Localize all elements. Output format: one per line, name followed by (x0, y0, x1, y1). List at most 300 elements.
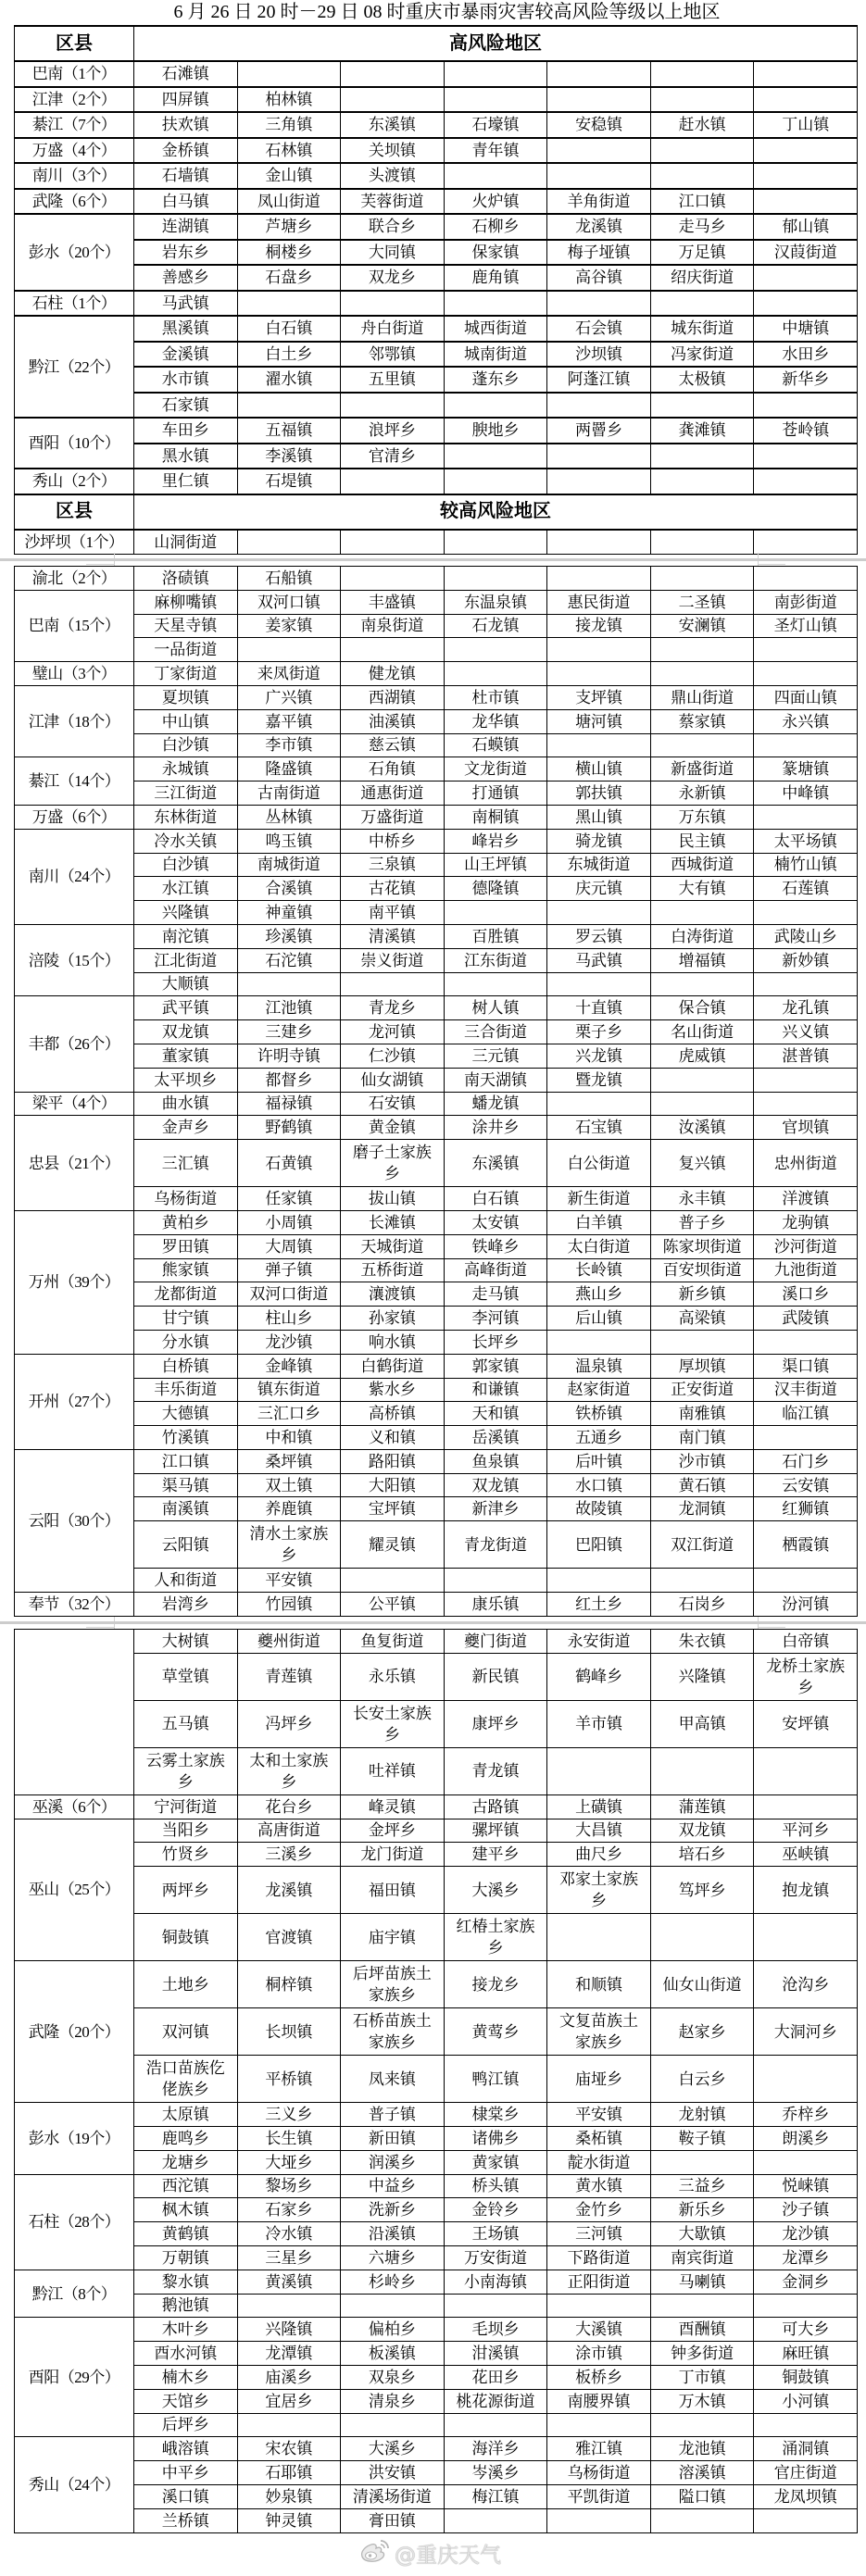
crop-mark (758, 553, 759, 558)
district-cell-text: 彭水（20个） (28, 243, 120, 261)
town-cell-text: 武平镇 (161, 999, 209, 1018)
empty-cell (341, 292, 444, 316)
town-cell-text: 龙塘乡 (161, 2153, 209, 2171)
town-cell-text: 正阳街道 (567, 2272, 631, 2291)
town-cell (754, 419, 857, 443)
town-cell (134, 1020, 237, 1044)
town-cell (238, 996, 341, 1019)
town-cell (134, 2151, 237, 2174)
town-cell (134, 877, 237, 900)
town-cell (651, 830, 754, 853)
town-cell (238, 1282, 341, 1306)
empty-cell (651, 1331, 754, 1354)
town-cell-text: 永安街道 (567, 1632, 631, 1650)
town-cell (651, 1259, 754, 1282)
town-cell (341, 996, 444, 1019)
empty-cell (547, 394, 650, 418)
district-cell-text: 彭水（19个） (28, 2129, 120, 2147)
empty-cell (754, 734, 857, 757)
town-cell (445, 734, 547, 757)
town-cell (547, 1282, 650, 1306)
district-cell-text: 綦江（14个） (28, 772, 120, 791)
town-cell (445, 1116, 547, 1139)
empty-cell (754, 531, 857, 555)
town-cell (238, 877, 341, 900)
town-cell (547, 1867, 650, 1913)
town-cell-text: 宋农镇 (265, 2440, 313, 2458)
town-cell-text: 南彭街道 (773, 593, 837, 611)
empty-cell (754, 1748, 857, 1794)
town-cell-text: 万木镇 (678, 2392, 726, 2410)
town-cell-text: 水口镇 (575, 1476, 623, 1494)
town-cell-text: 板桥乡 (575, 2368, 623, 2386)
town-cell (547, 2461, 650, 2484)
town-cell (134, 469, 237, 494)
town-cell-text: 暨龙镇 (575, 1070, 623, 1089)
town-cell-text: 龙华镇 (471, 712, 520, 731)
town-cell (651, 2461, 754, 2484)
empty-cell (754, 2509, 857, 2532)
district-cell-text: 涪陵（15个） (28, 951, 120, 969)
town-cell-text: 湛普镇 (782, 1046, 830, 1065)
town-cell-text: 合溪镇 (265, 880, 313, 898)
town-cell-text: 东溪镇 (368, 116, 416, 134)
town-cell (341, 1748, 444, 1794)
town-cell-text: 车田乡 (161, 421, 209, 440)
town-cell-text: 东城街道 (567, 856, 631, 874)
town-cell-text: 民主镇 (678, 832, 726, 850)
town-cell (341, 925, 444, 948)
town-cell (134, 1355, 237, 1378)
town-cell-text: 善感乡 (161, 269, 209, 287)
town-cell-text: 洪安镇 (368, 2464, 416, 2482)
town-cell-text: 石角镇 (368, 760, 416, 779)
town-cell (651, 2342, 754, 2365)
town-cell-text: 大溪镇 (575, 2320, 623, 2339)
town-cell (547, 1235, 650, 1258)
town-cell (651, 854, 754, 877)
town-cell-text: 南溪镇 (161, 1500, 209, 1519)
town-cell-text: 竹溪镇 (161, 1428, 209, 1446)
town-cell-text: 马武镇 (575, 951, 623, 969)
town-cell-text: 绍庆街道 (671, 269, 734, 287)
town-cell-text: 双河口街道 (249, 1285, 329, 1304)
town-cell-text: 红土乡 (575, 1594, 623, 1613)
risk-level-header-text: 较高风险地区 (439, 501, 551, 521)
town-cell-text: 高谷镇 (575, 269, 623, 287)
town-cell (238, 1402, 341, 1425)
town-cell-text: 黑山镇 (575, 807, 623, 826)
town-cell-text: 鱼泉镇 (471, 1452, 520, 1470)
town-cell-text: 妙泉镇 (265, 2487, 313, 2506)
town-cell (651, 1116, 754, 1139)
town-cell-text: 清泉乡 (368, 2392, 416, 2410)
town-cell (547, 1307, 650, 1330)
town-cell-text: 当阳乡 (161, 1821, 209, 1840)
town-cell (238, 2270, 341, 2294)
town-cell (445, 266, 547, 290)
town-cell-text: 白羊镇 (575, 1213, 623, 1232)
town-cell (238, 757, 341, 781)
town-cell-text: 水田乡 (782, 344, 830, 363)
town-cell-text: 吐祥镇 (368, 1762, 416, 1781)
town-cell (238, 469, 341, 494)
town-cell-text: 马喇镇 (678, 2272, 726, 2291)
page-break-divider (0, 558, 866, 561)
town-cell-text: 涂井乡 (471, 1119, 520, 1137)
town-cell-text: 头渡镇 (368, 167, 416, 185)
town-cell-text: 新盛街道 (671, 760, 734, 779)
town-cell (238, 1069, 341, 1092)
town-cell-text: 鱼复街道 (360, 1632, 424, 1650)
town-cell (341, 1819, 444, 1843)
empty-cell (754, 1426, 857, 1449)
town-cell (238, 854, 341, 877)
empty-cell (341, 88, 444, 112)
empty-cell (651, 901, 754, 924)
town-cell (238, 591, 341, 614)
empty-cell (547, 973, 650, 996)
town-cell-text: 乌杨街道 (567, 2464, 631, 2482)
town-cell-text: 桥头镇 (471, 2177, 520, 2195)
town-cell-text: 白云乡 (678, 2070, 726, 2088)
town-cell-text: 龙沙镇 (265, 1332, 313, 1351)
town-cell-text: 夔门街道 (463, 1632, 527, 1650)
town-cell-text: 南门镇 (678, 1428, 726, 1446)
town-cell-text: 巫峡镇 (782, 1845, 830, 1864)
town-cell (547, 266, 650, 290)
town-cell-text: 龙潭镇 (265, 2345, 313, 2363)
town-cell-text: 白沙镇 (161, 856, 209, 874)
town-cell (547, 1593, 650, 1616)
town-cell (547, 1116, 650, 1139)
town-cell (134, 806, 237, 829)
town-cell-text: 官坝镇 (782, 1119, 830, 1137)
town-cell-text: 清溪镇 (368, 927, 416, 945)
watermark (359, 2539, 501, 2567)
town-cell (547, 1474, 650, 1497)
town-cell-text: 清溪场街道 (352, 2487, 432, 2506)
town-cell-text: 赶水镇 (678, 116, 726, 134)
town-cell-text: 三义乡 (265, 2106, 313, 2124)
town-cell (754, 1521, 857, 1568)
town-cell-text: 花台乡 (265, 1797, 313, 1816)
town-cell-text: 太白街道 (567, 1237, 631, 1256)
empty-cell (754, 567, 857, 590)
district-cell (15, 531, 133, 555)
town-cell (754, 2270, 857, 2294)
town-cell-text: 红椿土家族乡 (456, 1918, 535, 1957)
town-cell-text: 新生街道 (567, 1190, 631, 1208)
town-cell (445, 241, 547, 265)
town-cell-text: 长安土家族乡 (352, 1704, 432, 1744)
town-cell-text: 走马乡 (678, 218, 726, 236)
town-cell (547, 1044, 650, 1068)
town-cell-text: 金坪乡 (368, 1821, 416, 1840)
town-cell-text: 黄石镇 (678, 1476, 726, 1494)
town-cell (134, 1211, 237, 1234)
empty-cell (754, 2295, 857, 2318)
town-cell-text: 江口镇 (161, 1452, 209, 1470)
town-cell (238, 1867, 341, 1913)
town-cell (341, 2366, 444, 2389)
town-cell-text: 两罾乡 (575, 421, 623, 440)
town-cell (341, 1914, 444, 1960)
empty-cell (445, 292, 547, 316)
town-cell (651, 686, 754, 709)
town-cell (445, 2103, 547, 2126)
town-cell-text: 中塘镇 (782, 319, 830, 338)
empty-cell (754, 2151, 857, 2174)
town-cell-text: 南腰界镇 (567, 2392, 631, 2410)
town-cell-text: 黎场乡 (265, 2177, 313, 2195)
town-cell (134, 419, 237, 443)
town-cell (341, 1282, 444, 1306)
weibo-logo-icon (359, 2538, 391, 2569)
town-cell-text: 毛坝乡 (471, 2320, 520, 2339)
town-cell (445, 1020, 547, 1044)
town-cell (754, 2222, 857, 2245)
town-cell (547, 854, 650, 877)
town-cell (341, 113, 444, 137)
town-cell (341, 241, 444, 265)
town-cell (238, 444, 341, 469)
town-cell (238, 215, 341, 239)
town-cell (754, 2390, 857, 2413)
town-cell (134, 531, 237, 555)
town-cell-text: 凤来镇 (368, 2070, 416, 2088)
town-cell-text: 冯家街道 (671, 344, 734, 363)
town-cell-text: 临江镇 (782, 1405, 830, 1423)
town-cell (134, 215, 237, 239)
town-cell (445, 1701, 547, 1747)
town-cell (651, 1235, 754, 1258)
town-cell-text: 鹿角镇 (471, 269, 520, 287)
empty-cell (341, 2295, 444, 2318)
town-cell (445, 1426, 547, 1449)
empty-cell (547, 469, 650, 494)
town-cell (341, 2008, 444, 2055)
town-cell-text: 海洋乡 (471, 2440, 520, 2458)
town-cell-text: 青年镇 (471, 141, 520, 159)
town-cell-text: 石滩镇 (161, 65, 209, 83)
town-cell-text: 东温泉镇 (463, 593, 527, 611)
district-cell-text: 梁平（4个） (31, 1094, 117, 1113)
town-cell-text: 福田镇 (368, 1881, 416, 1899)
district-cell (15, 62, 133, 86)
town-cell (134, 394, 237, 418)
town-cell (754, 1843, 857, 1866)
town-cell-text: 万朝镇 (161, 2248, 209, 2267)
town-cell-text: 城南街道 (463, 344, 527, 363)
district-cell-text: 万盛（6个） (31, 807, 117, 826)
town-cell-text: 石沱镇 (265, 951, 313, 969)
town-cell (341, 164, 444, 188)
town-cell-text: 蟠龙镇 (471, 1094, 520, 1113)
town-cell (341, 1654, 444, 1700)
empty-cell (547, 567, 650, 590)
town-cell (547, 1630, 650, 1653)
town-cell (445, 1235, 547, 1258)
town-cell (754, 1867, 857, 1913)
town-cell-text: 柏林镇 (265, 90, 313, 108)
town-cell (651, 1426, 754, 1449)
watermark-text: @重庆天气 (395, 2543, 501, 2568)
town-cell (754, 949, 857, 972)
town-cell-text: 峨溶镇 (161, 2440, 209, 2458)
town-cell-text: 建平乡 (471, 1845, 520, 1864)
town-cell-text: 龚滩镇 (678, 421, 726, 440)
town-cell-text: 天馆乡 (161, 2392, 209, 2410)
town-cell (445, 1211, 547, 1234)
town-cell (754, 925, 857, 948)
town-cell (754, 686, 857, 709)
empty-cell (651, 567, 754, 590)
town-cell-text: 龙射镇 (678, 2106, 726, 2124)
town-cell (547, 2366, 650, 2389)
town-cell (341, 1843, 444, 1866)
town-cell-text: 沿溪镇 (368, 2225, 416, 2244)
town-cell-text: 三星乡 (265, 2248, 313, 2267)
town-cell-text: 白石镇 (471, 1190, 520, 1208)
town-cell-text: 虎威镇 (678, 1046, 726, 1065)
town-cell (134, 2198, 237, 2221)
district-cell (15, 1795, 133, 1819)
town-cell-text: 三汇口乡 (257, 1405, 320, 1423)
town-cell (445, 1961, 547, 2007)
town-cell-text: 响水镇 (368, 1332, 416, 1351)
town-cell (445, 1259, 547, 1282)
empty-cell (341, 1569, 444, 1592)
town-cell-text: 夔州街道 (257, 1632, 320, 1650)
town-cell-text: 太和土家族乡 (249, 1751, 329, 1791)
town-cell (754, 877, 857, 900)
town-cell (651, 2103, 754, 2126)
town-cell-text: 高梁镇 (678, 1309, 726, 1327)
town-cell (445, 1654, 547, 1700)
town-cell (445, 113, 547, 137)
town-cell-text: 夏坝镇 (161, 688, 209, 707)
town-cell-text: 黄鹤镇 (161, 2225, 209, 2244)
empty-cell (651, 2509, 754, 2532)
town-cell (547, 2390, 650, 2413)
town-cell-text: 南雅镇 (678, 1405, 726, 1423)
town-cell (341, 1116, 444, 1139)
town-cell (341, 1795, 444, 1819)
town-cell-text: 上磺镇 (575, 1797, 623, 1816)
district-cell (15, 1450, 133, 1592)
risk-level-header (134, 495, 857, 529)
town-cell (651, 925, 754, 948)
town-cell (341, 2175, 444, 2198)
town-cell-text: 青莲镇 (265, 1668, 313, 1686)
town-cell (134, 925, 237, 948)
town-cell-text: 朗溪乡 (782, 2129, 830, 2147)
town-cell (134, 1630, 237, 1653)
town-cell (754, 1379, 857, 1402)
town-cell (445, 1914, 547, 1960)
empty-cell (547, 638, 650, 661)
town-cell (754, 1211, 857, 1234)
town-cell (754, 1355, 857, 1378)
town-cell (445, 996, 547, 1019)
town-cell-text: 平桥镇 (265, 2070, 313, 2088)
town-cell-text: 神童镇 (265, 904, 313, 922)
empty-cell (445, 567, 547, 590)
town-cell-text: 白帝镇 (782, 1632, 830, 1650)
town-cell-text: 石宝镇 (575, 1119, 623, 1137)
town-cell-text: 钟多街道 (671, 2345, 734, 2363)
town-cell (754, 2318, 857, 2341)
town-cell (547, 2008, 650, 2055)
empty-cell (651, 1069, 754, 1092)
town-cell-text: 弹子镇 (265, 1261, 313, 1280)
town-cell-text: 普子镇 (368, 2106, 416, 2124)
town-cell (238, 2127, 341, 2150)
town-cell-text: 正安街道 (671, 1381, 734, 1399)
district-cell (15, 317, 133, 417)
town-cell (651, 2056, 754, 2102)
town-cell (341, 901, 444, 924)
town-cell (238, 1593, 341, 1616)
empty-cell (754, 1914, 857, 1960)
town-cell-text: 石盘乡 (265, 269, 313, 287)
town-cell (547, 2103, 650, 2126)
town-cell (238, 2175, 341, 2198)
town-cell (341, 1474, 444, 1497)
empty-cell (651, 662, 754, 685)
town-cell-text: 土地乡 (161, 1975, 209, 1994)
town-cell (547, 1211, 650, 1234)
town-cell-text: 南沱镇 (161, 927, 209, 945)
town-cell-text: 白桥镇 (161, 1357, 209, 1375)
town-cell-text: 李溪镇 (265, 446, 313, 465)
town-cell-text: 沙坝镇 (575, 344, 623, 363)
town-cell-text: 大溪乡 (368, 2440, 416, 2458)
town-cell (238, 901, 341, 924)
town-cell (341, 662, 444, 685)
town-cell (651, 1867, 754, 1913)
town-cell-text: 麻旺镇 (782, 2345, 830, 2363)
town-cell (341, 266, 444, 290)
district-cell-text: 巴南（1个） (31, 65, 117, 83)
town-cell-text: 石安镇 (368, 1094, 416, 1113)
town-cell-text: 姜家镇 (265, 617, 313, 635)
district-cell (15, 1116, 133, 1210)
empty-cell (547, 734, 650, 757)
town-cell (754, 2461, 857, 2484)
town-cell-text: 石岗乡 (678, 1594, 726, 1613)
district-cell-text: 云阳（30个） (28, 1511, 120, 1530)
town-cell (754, 215, 857, 239)
town-cell-text: 石会镇 (575, 319, 623, 338)
town-cell (754, 317, 857, 341)
town-cell-text: 大周镇 (265, 1237, 313, 1256)
town-cell (754, 782, 857, 805)
town-cell (651, 1474, 754, 1497)
district-cell-text: 巴南（15个） (28, 617, 120, 635)
town-cell-text: 润溪乡 (368, 2153, 416, 2171)
town-cell-text: 邓家土家族乡 (559, 1870, 639, 1910)
town-cell-text: 铜鼓镇 (161, 1928, 209, 1946)
town-cell-text: 官清乡 (368, 446, 416, 465)
town-cell (341, 419, 444, 443)
town-cell (134, 2461, 237, 2484)
town-cell-text: 兴隆镇 (678, 1668, 726, 1686)
town-cell (341, 830, 444, 853)
district-cell (15, 591, 133, 661)
town-cell (754, 1450, 857, 1473)
